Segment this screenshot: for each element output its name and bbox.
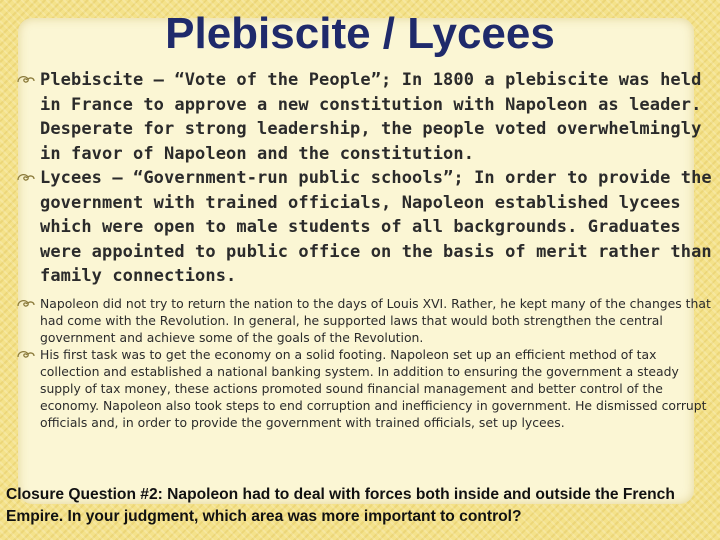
bullet-text: Plebiscite – “Vote of the People”; In 1800 a plebiscite was held in France to approve a new constitution with Napoleon as leader. Desperate for strong leadership, the people voted overwhelmingly in favor of Napoleon and the constitution.	[40, 70, 702, 164]
bullet-text: His first task was to get the economy on a solid footing. Napoleon set up an efficient method of tax collection and established a national banking system. In addition to ensuring the government a steady supply of tax money, these actions promoted sound financial management and better control of the economy. Napoleon also took steps to end corruption and inefficiency in government. He dismissed corrupt officials and, in order to provide the government with trained officials, set up lycees.	[40, 346, 707, 430]
bullet-economy	[14, 346, 714, 431]
scroll-swirl-icon	[16, 171, 36, 185]
bullet-text: Napoleon did not try to return the nation to the days of Louis XVI. Rather, he kept many of the changes that had come with the Revolution. In general, he supported laws that would both strengthen the central government and achieve some of the goals of the Revolution.	[40, 295, 711, 345]
page-title: Plebiscite / Lycees	[165, 9, 555, 58]
bullet-lycees	[14, 166, 714, 289]
scroll-swirl-icon	[16, 297, 36, 311]
scroll-swirl-icon	[16, 73, 36, 87]
scroll-swirl-icon	[16, 348, 36, 362]
closure-question: Closure Question #2: Napoleon had to deal with forces both inside and outside the French Empire. In your judgment, which area was more important to control?	[6, 486, 675, 525]
bullet-list	[14, 68, 714, 431]
bullet-plebiscite	[14, 68, 714, 166]
bullet-revolution-changes	[14, 295, 714, 346]
bullet-text: Lycees – “Government-run public schools”; In order to provide the government with trained officials, Napoleon established lycees which were open to male students of all backgrounds. Graduates were appointed to public office on the basis of merit rather than family connections.	[40, 168, 712, 286]
